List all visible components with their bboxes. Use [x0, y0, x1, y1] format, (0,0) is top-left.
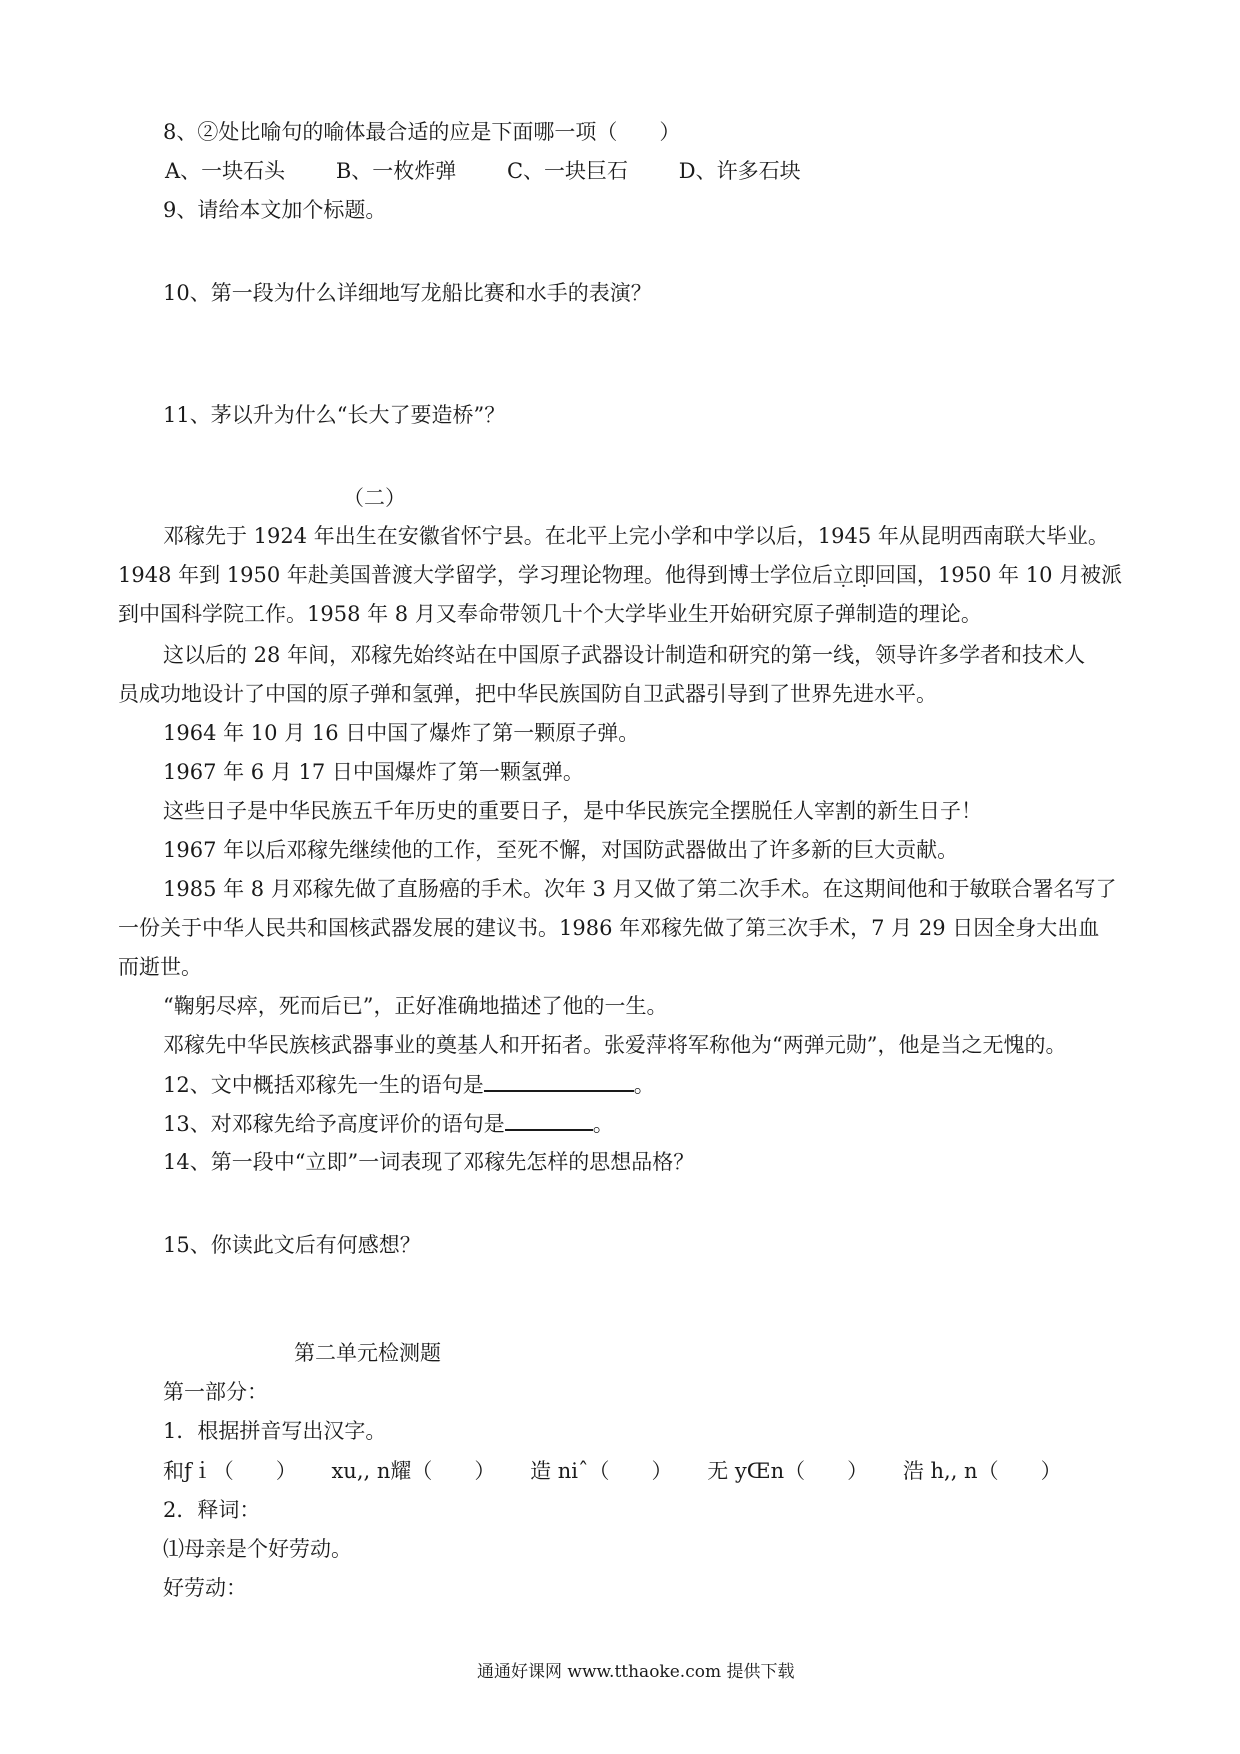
passage-line: 1967 年 6 月 17 日中国爆炸了第一颗氢弹。 [163, 760, 584, 784]
emphasis-char: 即 [853, 563, 875, 587]
question-pinyin: 1．根据拼音写出汉字。 [163, 1419, 387, 1443]
pinyin-items [163, 1457, 1090, 1485]
passage-line: 1985 年 8 月邓稼先做了直肠癌的手术。次年 3 月又做了第二次手术。在这期间他和于敏联合署名写了 [163, 877, 1117, 901]
option-d: D、许多石块 [678, 159, 801, 183]
punctuation: 。 [633, 1073, 655, 1097]
question-text: 12、文中概括邓稼先一生的语句是 [163, 1073, 484, 1097]
passage-text: 回国，1950 年 10 月被派 [874, 563, 1123, 587]
answer-blank[interactable] [484, 1070, 634, 1092]
question-11: 11、茅以升为什么“长大了要造桥”？ [163, 403, 506, 427]
passage-text: 1948 年到 1950 年赴美国普渡大学留学，学习理论物理。他得到博士学位后 [118, 563, 833, 587]
pinyin-item: 造 niˆ（ ） [530, 1459, 673, 1483]
question-12 [163, 1070, 655, 1099]
option-c: C、一块巨石 [506, 159, 629, 183]
question-15: 15、你读此文后有何感想？ [163, 1233, 421, 1257]
question-9: 9、请给本文加个标题。 [163, 198, 387, 222]
option-a: A、一块石头 [165, 159, 286, 183]
question-13 [163, 1109, 614, 1138]
passage-line: 一份关于中华人民共和国核武器发展的建议书。1986 年邓稼先做了第三次手术，7 月 29 日因全身大出血 [118, 916, 1100, 940]
answer-blank[interactable] [505, 1109, 593, 1131]
passage-line: 邓稼先于 1924 年出生在安徽省怀宁县。在北平上完小学和中学以后，1945 年从昆明西南联大毕业。 [163, 524, 1109, 548]
passage-line [118, 561, 1122, 589]
pinyin-item: 浩 h,, n（ ） [902, 1459, 1062, 1483]
punctuation: 。 [592, 1112, 614, 1136]
passage-line: 而逝世。 [118, 955, 202, 979]
question-14: 14、第一段中“立即”一词表现了邓稼先怎样的思想品格？ [163, 1150, 695, 1174]
definition-sentence: ⑴母亲是个好劳动。 [163, 1537, 352, 1561]
emphasis-char: 立 [832, 563, 854, 587]
part-heading: 第一部分： [163, 1380, 268, 1404]
passage-line: 这以后的 28 年间，邓稼先始终站在中国原子武器设计制造和研究的第一线，领导许多学者和技术人 [163, 643, 1086, 667]
definition-label: 好劳动： [163, 1576, 247, 1600]
pinyin-item: 无 yŒn（ ） [707, 1459, 869, 1483]
page-footer: 通通好课网 www.tthaoke.com 提供下载 [477, 1662, 795, 1682]
question-8: 8、②处比喻句的喻体最合适的应是下面哪一项（ ） [163, 120, 681, 144]
question-10: 10、第一段为什么详细地写龙船比赛和水手的表演？ [163, 281, 652, 305]
passage-line: 1967 年以后邓稼先继续他的工作，至死不懈，对国防武器做出了许多新的巨大贡献。 [163, 838, 959, 862]
unit-title: 第二单元检测题 [294, 1341, 441, 1365]
passage-line: 员成功地设计了中国的原子弹和氢弹，把中华民族国防自卫武器引导到了世界先进水平。 [118, 682, 937, 706]
passage-line: “鞠躬尽瘁，死而后已”，正好准确地描述了他的一生。 [163, 994, 668, 1018]
question-definitions: 2．释词： [163, 1498, 261, 1522]
passage-line: 邓稼先中华民族核武器事业的奠基人和开拓者。张爱萍将军称他为“两弹元勋”，他是当之无愧的。 [163, 1033, 1067, 1057]
question-8-options [165, 157, 845, 185]
pinyin-item: 和ƒｉ（ ） [163, 1459, 297, 1483]
pinyin-item: xu,, n耀（ ） [331, 1459, 496, 1483]
option-b: B、一枚炸弹 [335, 159, 457, 183]
passage-line: 到中国科学院工作。1958 年 8 月又奉命带领几十个大学毕业生开始研究原子弹制造的理论。 [118, 602, 982, 626]
passage-line: 这些日子是中华民族五千年历史的重要日子，是中华民族完全摆脱任人宰割的新生日子！ [163, 799, 982, 823]
section-title: （二） [343, 486, 406, 510]
passage-line: 1964 年 10 月 16 日中国了爆炸了第一颗原子弹。 [163, 721, 640, 745]
question-text: 13、对邓稼先给予高度评价的语句是 [163, 1112, 505, 1136]
